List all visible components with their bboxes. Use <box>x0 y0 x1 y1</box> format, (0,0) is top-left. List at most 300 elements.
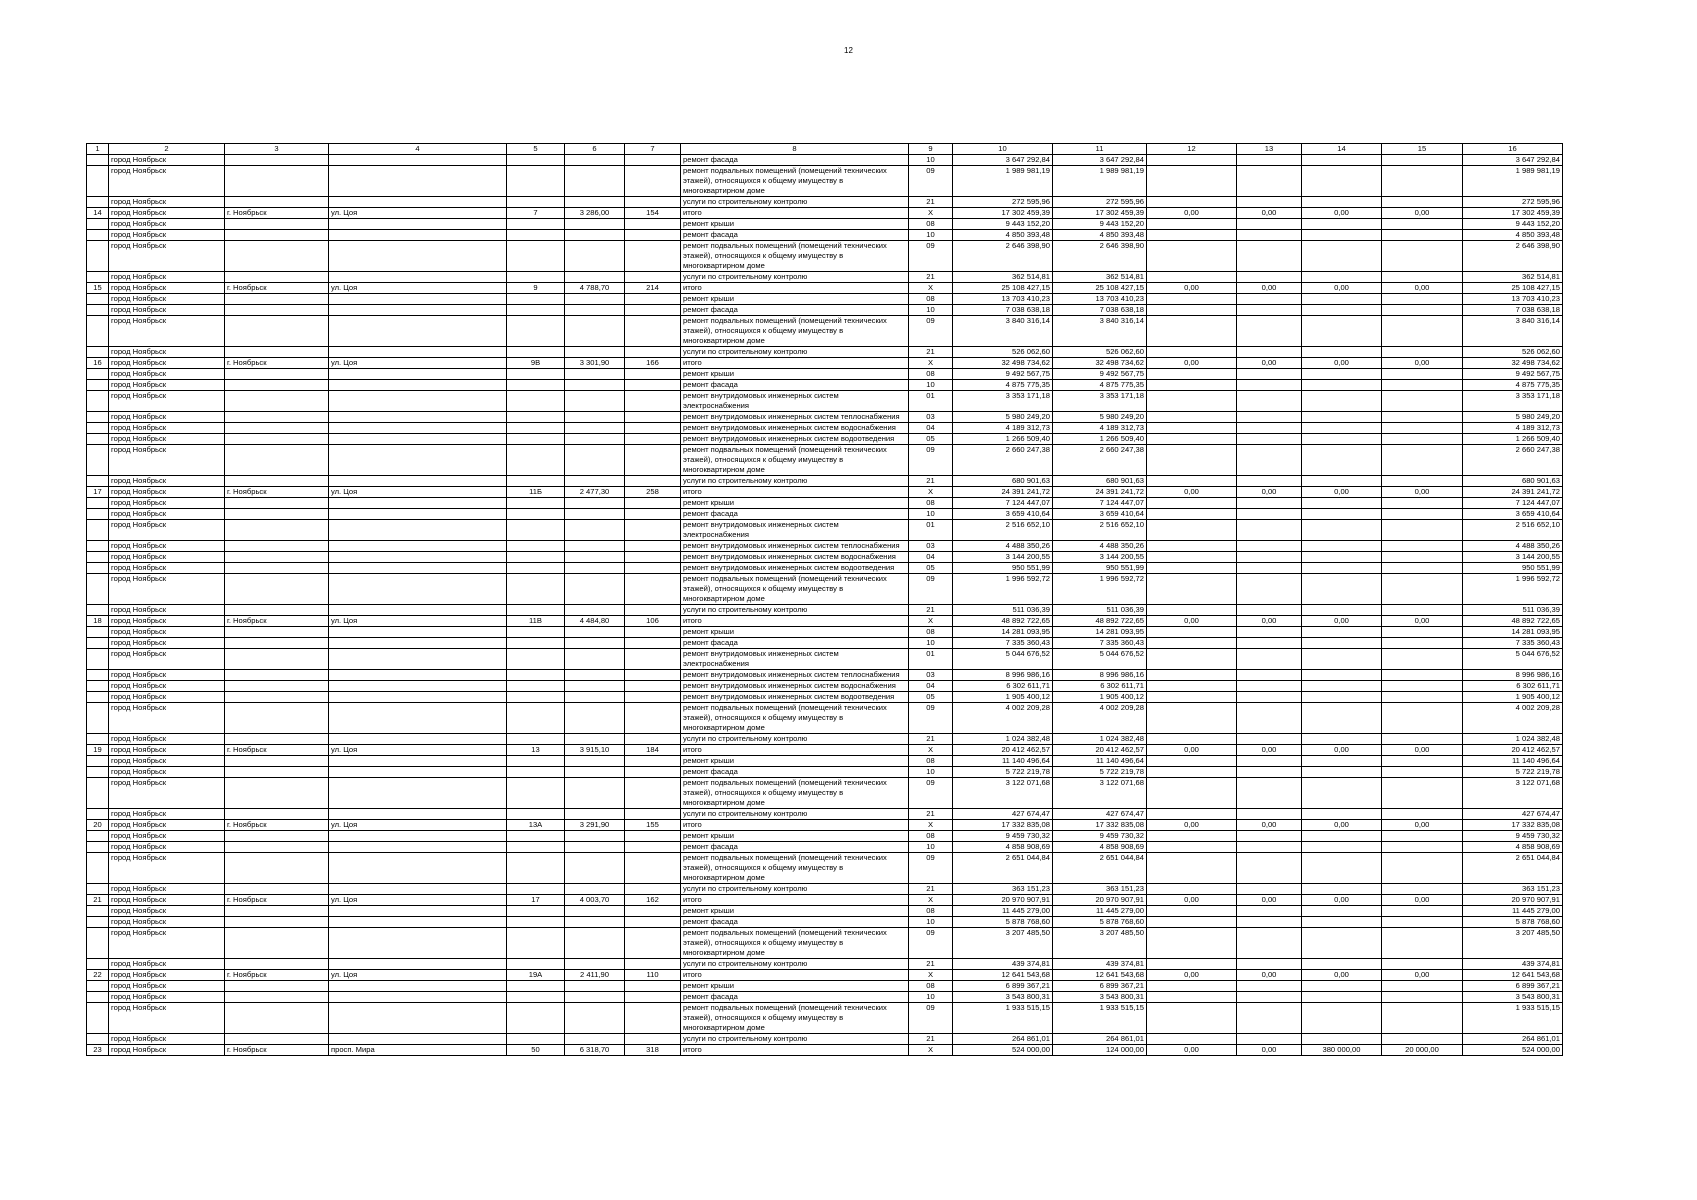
cost-cell-15 <box>1382 347 1463 358</box>
total-cost-cell: 4 002 209,28 <box>953 703 1053 734</box>
cost-cell-15 <box>1382 906 1463 917</box>
table-row <box>87 498 1563 509</box>
final-cost-cell: 6 302 611,71 <box>1463 681 1563 692</box>
street-cell: ул. Цоя <box>329 616 507 627</box>
cost-cell-12 <box>1147 230 1237 241</box>
area-cell <box>565 992 625 1003</box>
work-code-cell: 21 <box>909 605 953 616</box>
final-cost-cell: 13 703 410,23 <box>1463 294 1563 305</box>
total-cost-cell: 3 840 316,14 <box>953 316 1053 347</box>
table-row <box>87 605 1563 616</box>
row-number: 14 <box>87 208 109 219</box>
municipality-cell: город Ноябрьск <box>109 992 225 1003</box>
work-type-cell: ремонт крыши <box>681 981 909 992</box>
cost-cell-12 <box>1147 563 1237 574</box>
cost-cell-14 <box>1302 347 1382 358</box>
city-cell: г. Ноябрьск <box>225 283 329 294</box>
total-cost-cell: 511 036,39 <box>953 605 1053 616</box>
cost-cell-13: 0,00 <box>1237 1045 1302 1056</box>
total-cost-cell: 11 445 279,00 <box>953 906 1053 917</box>
house-number-cell <box>507 380 565 391</box>
total-cost-cell: 9 443 152,20 <box>953 219 1053 230</box>
house-number-cell <box>507 605 565 616</box>
city-cell <box>225 434 329 445</box>
table-row <box>87 219 1563 230</box>
work-code-cell: 21 <box>909 347 953 358</box>
work-code-cell: 21 <box>909 734 953 745</box>
area-cell <box>565 928 625 959</box>
work-code-cell: 09 <box>909 853 953 884</box>
final-cost-cell: 363 151,23 <box>1463 884 1563 895</box>
row-number <box>87 734 109 745</box>
house-number-cell <box>507 520 565 541</box>
work-code-cell: 09 <box>909 928 953 959</box>
house-number-cell <box>507 692 565 703</box>
residents-cell <box>625 294 681 305</box>
table-row <box>87 272 1563 283</box>
cost-cell-14 <box>1302 445 1382 476</box>
table-row <box>87 831 1563 842</box>
cost-cell-15 <box>1382 498 1463 509</box>
cost-cell-13 <box>1237 670 1302 681</box>
total-cost-cell: 5 044 676,52 <box>953 649 1053 670</box>
area-cell <box>565 219 625 230</box>
fund-cost-cell: 8 996 986,16 <box>1053 670 1147 681</box>
work-code-cell: 09 <box>909 241 953 272</box>
work-code-cell: 10 <box>909 155 953 166</box>
street-cell <box>329 853 507 884</box>
city-cell <box>225 423 329 434</box>
cost-cell-14 <box>1302 756 1382 767</box>
house-number-cell: 19А <box>507 970 565 981</box>
table-row <box>87 842 1563 853</box>
house-number-cell <box>507 445 565 476</box>
fund-cost-cell: 7 335 360,43 <box>1053 638 1147 649</box>
area-cell <box>565 412 625 423</box>
cost-cell-12 <box>1147 241 1237 272</box>
row-number <box>87 305 109 316</box>
cost-cell-15 <box>1382 391 1463 412</box>
work-code-cell: 09 <box>909 703 953 734</box>
cost-cell-12: 0,00 <box>1147 970 1237 981</box>
cost-cell-14 <box>1302 476 1382 487</box>
cost-cell-14 <box>1302 906 1382 917</box>
cost-cell-12 <box>1147 767 1237 778</box>
cost-cell-12 <box>1147 380 1237 391</box>
residents-cell <box>625 842 681 853</box>
street-cell <box>329 928 507 959</box>
total-cost-cell: 20 970 907,91 <box>953 895 1053 906</box>
final-cost-cell: 3 840 316,14 <box>1463 316 1563 347</box>
final-cost-cell: 439 374,81 <box>1463 959 1563 970</box>
fund-cost-cell: 1 933 515,15 <box>1053 1003 1147 1034</box>
city-cell <box>225 272 329 283</box>
table-row <box>87 681 1563 692</box>
cost-cell-12 <box>1147 627 1237 638</box>
table-row <box>87 241 1563 272</box>
total-cost-cell: 7 335 360,43 <box>953 638 1053 649</box>
residents-cell <box>625 241 681 272</box>
column-number: 11 <box>1053 144 1147 155</box>
work-type-cell: ремонт фасада <box>681 917 909 928</box>
cost-cell-12 <box>1147 649 1237 670</box>
cost-cell-15 <box>1382 155 1463 166</box>
cost-cell-13: 0,00 <box>1237 358 1302 369</box>
cost-cell-12 <box>1147 703 1237 734</box>
work-code-cell: 10 <box>909 230 953 241</box>
city-cell <box>225 369 329 380</box>
work-code-cell: 08 <box>909 219 953 230</box>
total-cost-cell: 950 551,99 <box>953 563 1053 574</box>
cost-cell-15: 0,00 <box>1382 745 1463 756</box>
city-cell <box>225 445 329 476</box>
cost-cell-15 <box>1382 638 1463 649</box>
row-number: 22 <box>87 970 109 981</box>
residents-cell <box>625 563 681 574</box>
cost-cell-14 <box>1302 412 1382 423</box>
cost-cell-15: 0,00 <box>1382 895 1463 906</box>
residents-cell <box>625 853 681 884</box>
cost-cell-15: 0,00 <box>1382 616 1463 627</box>
row-number <box>87 347 109 358</box>
municipality-cell: город Ноябрьск <box>109 563 225 574</box>
city-cell: г. Ноябрьск <box>225 208 329 219</box>
final-cost-cell: 11 140 496,64 <box>1463 756 1563 767</box>
cost-cell-15 <box>1382 1003 1463 1034</box>
cost-cell-15 <box>1382 627 1463 638</box>
residents-cell <box>625 959 681 970</box>
house-number-cell: 7 <box>507 208 565 219</box>
residents-cell <box>625 391 681 412</box>
work-code-cell: 04 <box>909 423 953 434</box>
final-cost-cell: 7 124 447,07 <box>1463 498 1563 509</box>
table-row <box>87 283 1563 294</box>
city-cell: г. Ноябрьск <box>225 895 329 906</box>
city-cell <box>225 520 329 541</box>
cost-cell-13 <box>1237 928 1302 959</box>
fund-cost-cell: 32 498 734,62 <box>1053 358 1147 369</box>
house-number-cell <box>507 509 565 520</box>
city-cell <box>225 767 329 778</box>
work-type-cell: ремонт крыши <box>681 756 909 767</box>
cost-cell-13: 0,00 <box>1237 820 1302 831</box>
residents-cell <box>625 649 681 670</box>
cost-cell-15 <box>1382 734 1463 745</box>
cost-cell-12 <box>1147 692 1237 703</box>
row-number <box>87 981 109 992</box>
row-number <box>87 1003 109 1034</box>
total-cost-cell: 20 412 462,57 <box>953 745 1053 756</box>
fund-cost-cell: 4 858 908,69 <box>1053 842 1147 853</box>
cost-cell-13 <box>1237 734 1302 745</box>
cost-cell-13 <box>1237 605 1302 616</box>
row-number: 17 <box>87 487 109 498</box>
street-cell <box>329 627 507 638</box>
column-number: 9 <box>909 144 953 155</box>
street-cell <box>329 305 507 316</box>
area-cell <box>565 981 625 992</box>
street-cell <box>329 605 507 616</box>
work-code-cell: 10 <box>909 917 953 928</box>
work-code-cell: X <box>909 970 953 981</box>
area-cell: 4 003,70 <box>565 895 625 906</box>
table-row <box>87 358 1563 369</box>
residents-cell <box>625 992 681 1003</box>
final-cost-cell: 4 875 775,35 <box>1463 380 1563 391</box>
cost-cell-13 <box>1237 241 1302 272</box>
cost-cell-12: 0,00 <box>1147 283 1237 294</box>
final-cost-cell: 3 122 071,68 <box>1463 778 1563 809</box>
area-cell <box>565 884 625 895</box>
total-cost-cell: 6 302 611,71 <box>953 681 1053 692</box>
row-number: 23 <box>87 1045 109 1056</box>
house-number-cell <box>507 574 565 605</box>
cost-cell-14 <box>1302 649 1382 670</box>
residents-cell <box>625 605 681 616</box>
work-code-cell: 09 <box>909 166 953 197</box>
city-cell <box>225 1034 329 1045</box>
street-cell <box>329 1034 507 1045</box>
fund-cost-cell: 3 659 410,64 <box>1053 509 1147 520</box>
total-cost-cell: 272 595,96 <box>953 197 1053 208</box>
city-cell <box>225 305 329 316</box>
cost-cell-15 <box>1382 476 1463 487</box>
table-row <box>87 820 1563 831</box>
residents-cell <box>625 917 681 928</box>
cost-cell-12: 0,00 <box>1147 745 1237 756</box>
city-cell <box>225 219 329 230</box>
cost-cell-13 <box>1237 305 1302 316</box>
work-type-cell: ремонт подвальных помещений (помещений технических этажей), относящихся к общему имуществу в многоквартирном доме <box>681 928 909 959</box>
cost-cell-14: 0,00 <box>1302 208 1382 219</box>
house-number-cell <box>507 703 565 734</box>
row-number <box>87 638 109 649</box>
municipality-cell: город Ноябрьск <box>109 638 225 649</box>
area-cell <box>565 627 625 638</box>
house-number-cell <box>507 316 565 347</box>
house-number-cell <box>507 305 565 316</box>
cost-cell-13 <box>1237 692 1302 703</box>
work-type-cell: услуги по строительному контролю <box>681 734 909 745</box>
final-cost-cell: 17 302 459,39 <box>1463 208 1563 219</box>
house-number-cell: 50 <box>507 1045 565 1056</box>
work-code-cell: 08 <box>909 906 953 917</box>
residents-cell <box>625 509 681 520</box>
municipality-cell: город Ноябрьск <box>109 347 225 358</box>
row-number: 18 <box>87 616 109 627</box>
cost-cell-12 <box>1147 498 1237 509</box>
fund-cost-cell: 13 703 410,23 <box>1053 294 1147 305</box>
table-row <box>87 917 1563 928</box>
municipality-cell: город Ноябрьск <box>109 1003 225 1034</box>
row-number <box>87 1034 109 1045</box>
cost-cell-14 <box>1302 241 1382 272</box>
area-cell <box>565 959 625 970</box>
street-cell <box>329 509 507 520</box>
total-cost-cell: 11 140 496,64 <box>953 756 1053 767</box>
area-cell <box>565 476 625 487</box>
row-number <box>87 423 109 434</box>
residents-cell: 162 <box>625 895 681 906</box>
work-type-cell: итого <box>681 208 909 219</box>
row-number <box>87 853 109 884</box>
table-row <box>87 445 1563 476</box>
area-cell <box>565 1034 625 1045</box>
municipality-cell: город Ноябрьск <box>109 166 225 197</box>
row-number <box>87 627 109 638</box>
municipality-cell: город Ноябрьск <box>109 895 225 906</box>
municipality-cell: город Ноябрьск <box>109 434 225 445</box>
table-row <box>87 563 1563 574</box>
final-cost-cell: 2 516 652,10 <box>1463 520 1563 541</box>
cost-cell-15 <box>1382 369 1463 380</box>
total-cost-cell: 1 266 509,40 <box>953 434 1053 445</box>
cost-cell-12 <box>1147 219 1237 230</box>
municipality-cell: город Ноябрьск <box>109 605 225 616</box>
cost-cell-12 <box>1147 884 1237 895</box>
work-type-cell: ремонт фасада <box>681 305 909 316</box>
fund-cost-cell: 4 002 209,28 <box>1053 703 1147 734</box>
table-row <box>87 294 1563 305</box>
municipality-cell: город Ноябрьск <box>109 809 225 820</box>
row-number <box>87 498 109 509</box>
city-cell <box>225 638 329 649</box>
row-number <box>87 552 109 563</box>
cost-cell-14 <box>1302 928 1382 959</box>
column-number: 15 <box>1382 144 1463 155</box>
municipality-cell: город Ноябрьск <box>109 380 225 391</box>
residents-cell <box>625 166 681 197</box>
house-number-cell <box>507 552 565 563</box>
street-cell <box>329 230 507 241</box>
fund-cost-cell: 3 543 800,31 <box>1053 992 1147 1003</box>
total-cost-cell: 3 353 171,18 <box>953 391 1053 412</box>
fund-cost-cell: 9 459 730,32 <box>1053 831 1147 842</box>
work-code-cell: 04 <box>909 552 953 563</box>
total-cost-cell: 2 646 398,90 <box>953 241 1053 272</box>
column-number: 6 <box>565 144 625 155</box>
cost-cell-14 <box>1302 509 1382 520</box>
total-cost-cell: 1 933 515,15 <box>953 1003 1053 1034</box>
row-number <box>87 316 109 347</box>
residents-cell <box>625 574 681 605</box>
final-cost-cell: 20 412 462,57 <box>1463 745 1563 756</box>
cost-cell-13 <box>1237 272 1302 283</box>
area-cell: 6 318,70 <box>565 1045 625 1056</box>
total-cost-cell: 2 651 044,84 <box>953 853 1053 884</box>
municipality-cell: город Ноябрьск <box>109 520 225 541</box>
area-cell <box>565 703 625 734</box>
area-cell <box>565 831 625 842</box>
cost-cell-12 <box>1147 272 1237 283</box>
cost-cell-12 <box>1147 906 1237 917</box>
residents-cell <box>625 380 681 391</box>
cost-cell-15 <box>1382 219 1463 230</box>
work-type-cell: ремонт внутридомовых инженерных систем электроснабжения <box>681 649 909 670</box>
cost-cell-15: 0,00 <box>1382 820 1463 831</box>
area-cell: 4 788,70 <box>565 283 625 294</box>
street-cell <box>329 692 507 703</box>
cost-cell-15 <box>1382 756 1463 767</box>
final-cost-cell: 7 038 638,18 <box>1463 305 1563 316</box>
street-cell <box>329 1003 507 1034</box>
cost-cell-12 <box>1147 842 1237 853</box>
fund-cost-cell: 1 905 400,12 <box>1053 692 1147 703</box>
area-cell <box>565 230 625 241</box>
total-cost-cell: 524 000,00 <box>953 1045 1053 1056</box>
house-number-cell <box>507 230 565 241</box>
residents-cell <box>625 541 681 552</box>
municipality-cell: город Ноябрьск <box>109 959 225 970</box>
residents-cell <box>625 703 681 734</box>
cost-cell-12 <box>1147 509 1237 520</box>
municipality-cell: город Ноябрьск <box>109 917 225 928</box>
cost-cell-13: 0,00 <box>1237 616 1302 627</box>
cost-cell-15 <box>1382 166 1463 197</box>
fund-cost-cell: 439 374,81 <box>1053 959 1147 970</box>
house-number-cell <box>507 884 565 895</box>
residents-cell <box>625 1003 681 1034</box>
table-row <box>87 423 1563 434</box>
city-cell <box>225 412 329 423</box>
house-number-cell <box>507 842 565 853</box>
area-cell <box>565 166 625 197</box>
fund-cost-cell: 4 488 350,26 <box>1053 541 1147 552</box>
house-number-cell <box>507 166 565 197</box>
area-cell <box>565 520 625 541</box>
cost-cell-12 <box>1147 445 1237 476</box>
municipality-cell: город Ноябрьск <box>109 906 225 917</box>
city-cell <box>225 884 329 895</box>
cost-cell-14: 0,00 <box>1302 970 1382 981</box>
street-cell: ул. Цоя <box>329 358 507 369</box>
final-cost-cell: 24 391 241,72 <box>1463 487 1563 498</box>
area-cell <box>565 423 625 434</box>
residents-cell: 166 <box>625 358 681 369</box>
city-cell <box>225 756 329 767</box>
residents-cell: 154 <box>625 208 681 219</box>
cost-cell-15: 0,00 <box>1382 283 1463 294</box>
work-code-cell: X <box>909 895 953 906</box>
cost-cell-12 <box>1147 423 1237 434</box>
cost-cell-12 <box>1147 992 1237 1003</box>
cost-cell-13 <box>1237 520 1302 541</box>
row-number <box>87 692 109 703</box>
cost-cell-12 <box>1147 809 1237 820</box>
residents-cell <box>625 638 681 649</box>
fund-cost-cell: 11 445 279,00 <box>1053 906 1147 917</box>
cost-cell-14: 0,00 <box>1302 283 1382 294</box>
house-number-cell <box>507 347 565 358</box>
street-cell <box>329 778 507 809</box>
cost-cell-13 <box>1237 906 1302 917</box>
area-cell <box>565 294 625 305</box>
column-number: 10 <box>953 144 1053 155</box>
street-cell <box>329 347 507 358</box>
total-cost-cell: 8 996 986,16 <box>953 670 1053 681</box>
fund-cost-cell: 5 044 676,52 <box>1053 649 1147 670</box>
fund-cost-cell: 6 302 611,71 <box>1053 681 1147 692</box>
cost-cell-12 <box>1147 959 1237 970</box>
final-cost-cell: 2 651 044,84 <box>1463 853 1563 884</box>
residents-cell <box>625 1034 681 1045</box>
cost-cell-12 <box>1147 412 1237 423</box>
table-row <box>87 638 1563 649</box>
municipality-cell: город Ноябрьск <box>109 272 225 283</box>
street-cell <box>329 445 507 476</box>
cost-cell-13 <box>1237 992 1302 1003</box>
work-type-cell: ремонт крыши <box>681 369 909 380</box>
